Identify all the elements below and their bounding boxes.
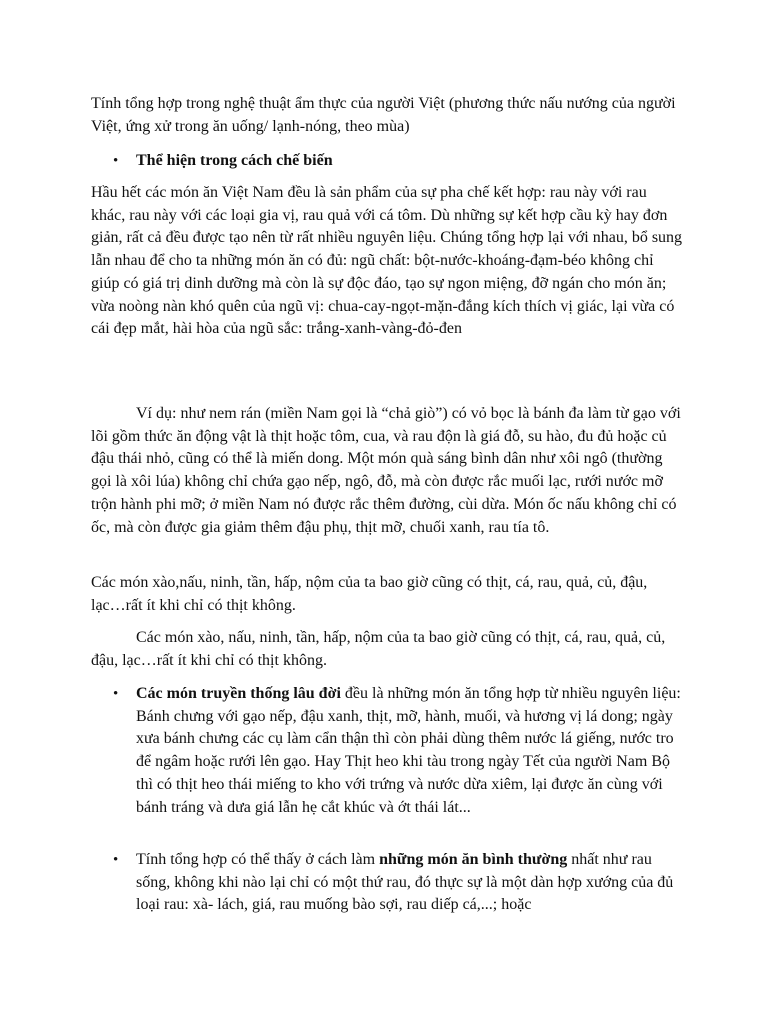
bullet-icon: [113, 683, 123, 706]
intro-paragraph: Tính tổng hợp trong nghệ thuật ẩm thực của người Việt (phương thức nấu nướng của người Việt, ứng xử trong ăn uống/ lạnh-nóng, theo mùa): [91, 95, 676, 135]
bullet-ordinary-dishes-pre: Tính tổng hợp có thể thấy ở cách làm: [136, 851, 380, 868]
section-heading-text: Thể hiện trong cách chế biến: [136, 152, 333, 169]
bullet-ordinary-dishes-post: nhất như rau sống, không khi nào lại chỉ có một thứ rau, đó thực sự là một dàn hợp xướng của đủ loại rau: xà- lách, giá, rau muống bào sợi, rau diếp cá,...; hoặc: [136, 851, 674, 914]
bullet-ordinary-dishes: [136, 849, 684, 917]
bullet-traditional-dishes-bold: Các món truyền thống lâu đời: [136, 685, 341, 702]
bullet-traditional-dishes: [136, 683, 684, 819]
dishes-paragraph: Các món xào,nấu, ninh, tần, hấp, nộm của ta bao giờ cũng có thịt, cá, rau, quả, củ, đậu, lạc…rất ít khi chỉ có thịt không.: [91, 574, 648, 614]
bullet-icon: [113, 849, 123, 872]
dishes-paragraph-indented: Các món xào, nấu, ninh, tần, hấp, nộm của ta bao giờ cũng có thịt, cá, rau, quả, củ, đậu, lạc…rất ít khi chỉ có thịt không.: [91, 629, 666, 669]
section-heading: [136, 150, 684, 173]
bullet-ordinary-dishes-bold: những món ăn bình thường: [379, 851, 568, 868]
bullet-traditional-dishes-text: đều là những món ăn tổng hợp từ nhiều nguyên liệu: Bánh chưng với gạo nếp, đậu xanh, thịt, mỡ, hành, muối, và hương vị lá dong; ngày xưa bánh chưng các cụ làm cẩn thận thì còn phải dùng thêm nước lá giếng, nước tro để ngâm hoặc rưới lên gạo. Hay Thịt heo khi tàu trong ngày Tết của người Nam Bộ thì có thịt heo thái miếng to kho với trứng và nước dừa xiêm, lại được ăn cùng với bánh tráng và dưa giá lẫn hẹ cắt khúc và ớt thái lát...: [136, 685, 681, 816]
example-paragraph: Ví dụ: như nem rán (miền Nam gọi là “chả giò”) có vỏ bọc là bánh đa làm từ gạo với lõi gồm thức ăn động vật là thịt hoặc tôm, cua, và rau độn là giá đỗ, su hào, đu đủ hoặc củ đậu thái nhỏ, cũng có thể là miến dong. Một món quà sáng bình dân như xôi ngô (thường gọi là xôi lúa) không chỉ chứa gạo nếp, ngô, đỗ, mà còn được rắc muối lạc, rưới nước mỡ trộn hành phi mỡ; ở miền Nam nó được rắc thêm đường, cùi dừa. Món ốc nấu không chỉ có ốc, mà còn được gia giảm thêm đậu phụ, thịt mỡ, chuối xanh, rau tía tô.: [91, 405, 681, 536]
main-paragraph: Hầu hết các món ăn Việt Nam đều là sản phẩm của sự pha chế kết hợp: rau này với rau khác, rau này với các loại gia vị, rau quả với cá tôm. Dù những sự kết hợp cầu kỳ hay đơn giản, rất cả đều được tạo nên từ rất nhiều nguyên liệu. Chúng tổng hợp lại với nhau, bổ sung lẫn nhau để cho ta những món ăn có đủ: ngũ chất: bột-nước-khoáng-đạm-béo không chỉ giúp có giá trị dinh dưỡng mà còn là sự độc đáo, tạo sự ngon miệng, đỡ ngán cho món ăn; vừa noòng nàn khó quên của ngũ vị: chua-cay-ngọt-mặn-đắng kích thích vị giác, lại vừa có cái đẹp mắt, hài hòa của ngũ sắc: trắng-xanh-vàng-đỏ-đen: [91, 184, 683, 338]
bullet-icon: [113, 150, 123, 173]
